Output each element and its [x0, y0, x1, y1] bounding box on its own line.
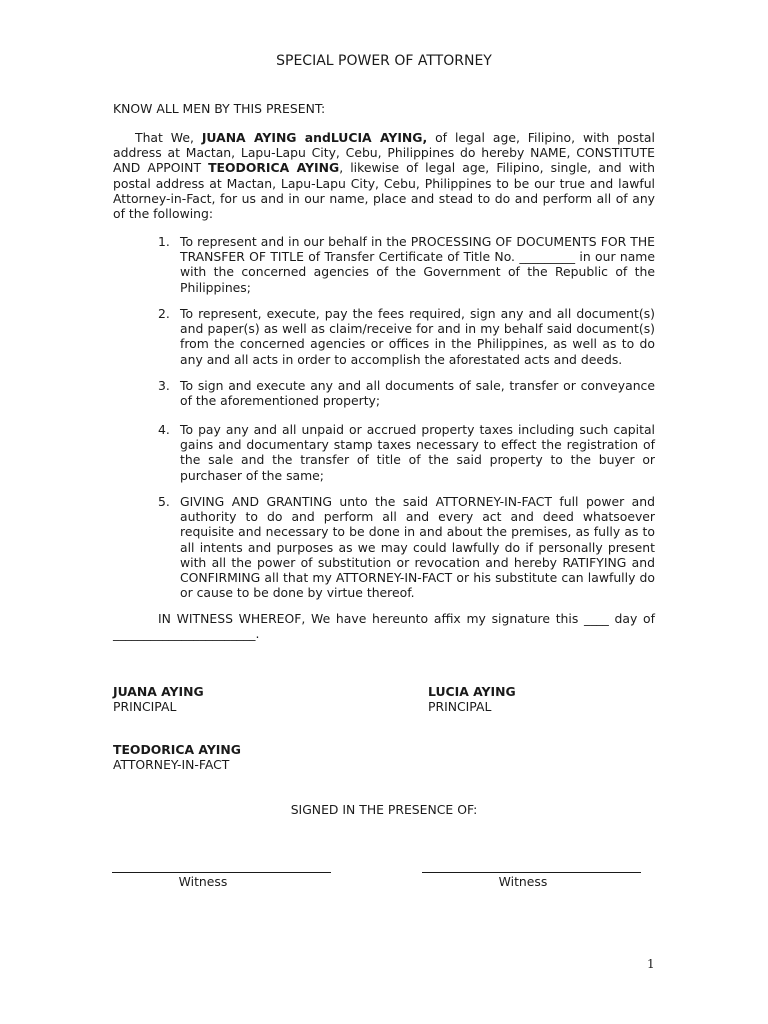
document-title: SPECIAL POWER OF ATTORNEY — [276, 53, 492, 69]
signatory-name: JUANA AYING — [113, 684, 204, 699]
signatory-name: TEODORICA AYING — [113, 742, 241, 757]
signatory-name: LUCIA AYING — [428, 684, 516, 699]
witness-label: Witness — [498, 874, 548, 889]
page-number: 1 — [647, 957, 655, 971]
principals-names: JUANA AYING andLUCIA AYING, — [201, 130, 428, 145]
item-text: GIVING AND GRANTING unto the said ATTORNEY-IN-FACT full power and authority to do and perform all and every act and deed whatsoever requisite and necessary to be done in and about the premises, as fully as to all intents and purposes as we may could lawfully do if personally present with all the power of substitution or revocation and hereby RATIFYING and CONFIRMING all that my ATTORNEY-IN-FACT or his substitute can lawfully do or cause to be done by virtue thereof. — [180, 494, 655, 601]
attorney-name: TEODORICA AYING — [208, 160, 340, 176]
witness-clause: IN WITNESS WHEREOF, We have hereunto affix my signature this ____ day of _______________________. — [113, 611, 655, 642]
item-number: 5. — [158, 494, 170, 509]
list-item — [158, 422, 655, 483]
list-item — [158, 306, 655, 367]
witness-signature-line — [422, 872, 641, 873]
signed-presence-heading: SIGNED IN THE PRESENCE OF: — [290, 802, 478, 817]
intro-paragraph — [113, 130, 655, 221]
intro-text-2: of legal age, Filipino, with postal address at Mactan, Lapu-Lapu City, Cebu, Philippines do hereby NAME, CONSTITUTE AND APPOINT — [113, 130, 655, 176]
list-item — [158, 378, 655, 408]
signatory-block — [428, 684, 516, 714]
signatory-role: PRINCIPAL — [428, 699, 492, 714]
item-text: To represent and in our behalf in the PROCESSING OF DOCUMENTS FOR THE TRANSFER OF TITLE of Transfer Certificate of Title No. _________ in our name with the concerned agencies of the Government of the Republic of the Philippines; — [180, 234, 655, 295]
item-text: To sign and execute any and all documents of sale, transfer or conveyance of the aforementioned property; — [180, 378, 655, 409]
salutation: KNOW ALL MEN BY THIS PRESENT: — [113, 101, 326, 116]
witness-label: Witness — [178, 874, 228, 889]
item-number: 1. — [158, 234, 170, 249]
list-item — [158, 494, 655, 600]
item-number: 4. — [158, 422, 170, 437]
signatory-block — [113, 684, 204, 714]
signatory-role: ATTORNEY-IN-FACT — [113, 757, 230, 772]
list-item — [158, 234, 655, 295]
witness-signature-line — [112, 872, 331, 873]
signatory-role: PRINCIPAL — [113, 699, 177, 714]
intro-text-3: , likewise of legal age, Filipino, single, and with postal address at Mactan, Lapu-Lapu City, Cebu, Philippines to be our true and lawful Attorney-in-Fact, for us and in our name, place and stead to do and perform all of any of the following: — [113, 160, 655, 222]
item-number: 2. — [158, 306, 170, 321]
intro-text-1: That We, — [135, 130, 202, 145]
item-number: 3. — [158, 378, 170, 393]
item-text: To represent, execute, pay the fees required, sign any and all document(s) and paper(s) as well as claim/receive for and in my behalf said document(s) from the concerned agencies or offices in the Philippines, as well as to do any and all acts in order to accomplish the aforestated acts and deeds. — [180, 306, 655, 367]
signatory-block — [113, 742, 241, 772]
item-text: To pay any and all unpaid or accrued property taxes including such capital gains and documentary stamp taxes necessary to effect the registration of the sale and the transfer of title of the said property to the buyer or purchaser of the same; — [180, 422, 655, 483]
